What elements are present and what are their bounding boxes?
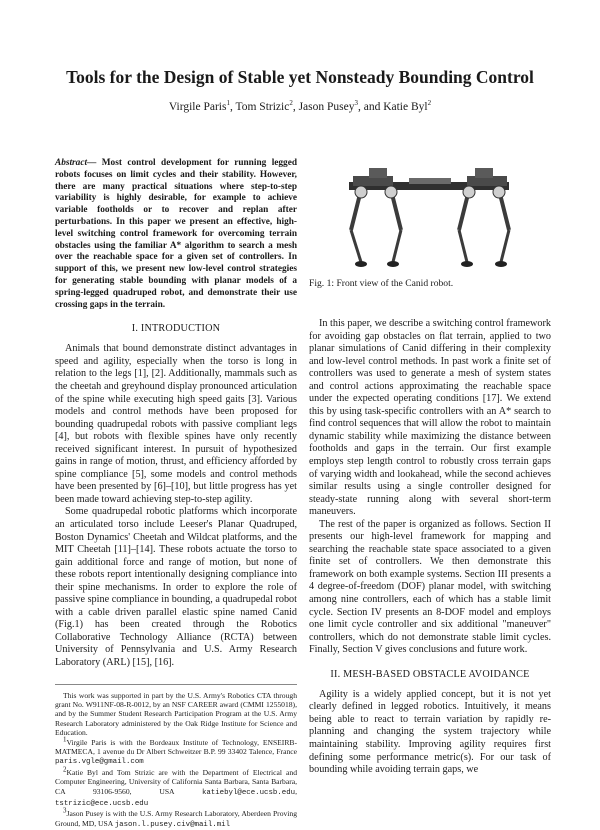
email-link[interactable]: paris.vgle@gmail.com [55, 758, 144, 767]
author-affiliation-mark: 1 [226, 99, 230, 108]
left-column [55, 158, 297, 830]
abstract-lead: Abstract [55, 158, 88, 168]
canid-robot-image [309, 160, 551, 272]
footnote-text: Katie Byl and Tom Strizic are with the Department of Electrical and Computer Engineering, University of California Santa Barbara, Santa Barbara, CA 93106-9560, USA [55, 767, 297, 796]
figure-caption: Fig. 1: Front view of the Canid robot. [309, 278, 454, 289]
section-heading-mesh-obstacle-avoidance: II. MESH-BASED OBSTACLE AVOIDANCE [330, 668, 530, 680]
footnote-affiliation: $^2$Katie Byl and Tom Strizic are with the Department of Electrical and Computer Engineering, University of California Santa Barbara, Santa Barbara, CA 93106-9560, USA katiebyl@ece.ucsb.edu, tstrizic@ece.ucsb.edu [55, 765, 297, 809]
author-name: Jason Pusey [298, 101, 355, 113]
robot-figure [309, 160, 551, 272]
author-affiliation-mark: 2 [427, 99, 432, 108]
author-affiliation-mark: 2 [289, 99, 293, 108]
footnote-mark: 1 [63, 735, 67, 744]
footnotes [55, 684, 297, 830]
author-separator: , and [357, 101, 384, 113]
abstract-dash: — [87, 158, 102, 168]
right-column [309, 160, 551, 777]
footnote-mark: 3 [63, 806, 67, 815]
author-list [40, 100, 560, 114]
paragraph: Agility is a widely applied concept, but it is not yet clearly defined in legged robotics. Intuitively, it means being able to react to terrain variation by rapidly re-planning and changing the system trajectory while maintaining stability. Improving agility requires first defining some performance metric(s). For our task of bounding while avoiding terrain gaps, we [309, 688, 551, 776]
author-separator: , [229, 101, 236, 113]
author-name: Tom Strizic [235, 101, 290, 113]
paragraph: Animals that bound demonstrate distinct advantages in speed and agility, especially when the torso is long in relation to the legs [1], [2]. Additionally, mammals such as the cheetah and greyhound display pronounced articulation of the spine while executing high speed gaits [3]. Various models and control methods have been proposed for bounding quadrupedal robots with passive compliant legs [4], but robots with flexible spines have only recently received significant interest. In pursuit of hypothesized gains in range of motion, thrust, and efficiency afforded by spine compliance [5], some models and control methods have been presented by [6]–[10], but little progress has yet been made toward achieving step-to-step agility. [55, 343, 297, 505]
author-affiliation-mark: 3 [354, 99, 358, 108]
paragraph: Some quadrupedal robotic platforms which incorporate an articulated torso include Leeser's Planar Quadruped, Boston Dynamics' Cheetah and Wildcat platforms, and the MIT Cheetah [11]–[14]. These robots actuate the torso to gain additional force and range of motion, but none of these robots report intentionally designing compliance into their spine mechanisms. In order to explore the role of passive spine compliance in bounding, a quadrupedal robot with a cable driven parallel elastic spine named Canid (Fig.1) has been created through the Robotics Collaborative Technology Alliance (RCTA) between University of Pennsylvania and U.S. Army Research Laboratory (ARL) [15], [16]. [55, 506, 297, 669]
section-heading-introduction: I. INTRODUCTION [131, 323, 221, 335]
paragraph: The rest of the paper is organized as follows. Section II presents our high-level framework for mapping and searching the reachable state space associated to a given finite set of controllers. We then demonstrate this framework on both example systems. Section III presents a 4 degree-of-freedom (DOF) planar model, with switching among nine controllers, each of which has a stable limit cycle. Section IV presents an 8-DOF model and employs one limit cycle controller and six additional "maneuver" controllers, which do not demonstrate stable limit cycles. Finally, Section V gives conclusions and future work. [309, 518, 551, 656]
abstract [55, 158, 297, 311]
paragraph: In this paper, we describe a switching control framework for avoiding gap obstacles on flat terrain, applied to two planar simulations of Canid differing in their complexity and low-level control methods. In past work a finite set of controllers was used to generate a mesh of system states and control actions approximating the reachable space under the expected operating conditions [17]. We extend this by using task-specific controllers with an A* search to find control sequences that will allow the robot to maintain dynamic stability while maximizing the distance between footholds and gaps in the terrain. Our first example employs step length control to robustly cross terrain gaps of varying width and lookahead, while the second achieves similar results using a single controller designed for steady-state running along with several short-term maneuvers. [309, 318, 551, 518]
author-name: Virgile Paris [168, 101, 227, 113]
email-link[interactable]: katiebyl@ece.ucsb.edu [201, 788, 296, 797]
email-link[interactable]: tstrizic@ece.ucsb.edu [55, 800, 149, 809]
footnote-text: Virgile Paris is with the Bordeaux Institute of Technology, ENSEIRB-MATMECA, 1 avenue du Dr Albert Schweitzer B.P. 99 33402 Talence, France [55, 737, 297, 757]
email-link[interactable]: jason.l.pusey.civ@mail.mil [114, 820, 231, 829]
footnote-affiliation [55, 806, 297, 830]
footnote-funding: This work was supported in part by the U.S. Army's Robotics CTA through grant No. W911NF-08-R-0012, by an NSF CAREER award (CMMI 1255018), and by the Summer Student Research Participation Program at the U.S. Army Research Laboratory administered by the Oak Ridge Institute for Science and Education. [55, 690, 297, 738]
abstract-text: Most control development for running legged robots focuses on limit cycles and their stability. However, there are many practical situations where step-to-step variability is highly desirable, for example to achieve variable footholds or to recover and replan after perturbations. In this paper we present an effective, high-level switching control framework for overcoming terrain obstacles using the familiar A* algorithm to search a mesh over the reachable space for a given set of controllers. In support of this, we present new low-level control strategies for generating stable bounding with planar models of a spring-legged quadruped robot, and demonstrate their use crossing gaps in the terrain. [55, 158, 298, 310]
author-separator: , [292, 101, 299, 113]
footnote-mark: 2 [63, 765, 67, 774]
footnote-text: Jason Pusey is with the U.S. Army Research Laboratory, Aberdeen Proving Ground, MD, USA [55, 809, 297, 828]
footnote-affiliation [55, 735, 297, 768]
paper-title: Tools for the Design of Stable yet Nonsteady Bounding Control [66, 67, 534, 87]
author-name: Katie Byl [383, 101, 428, 113]
